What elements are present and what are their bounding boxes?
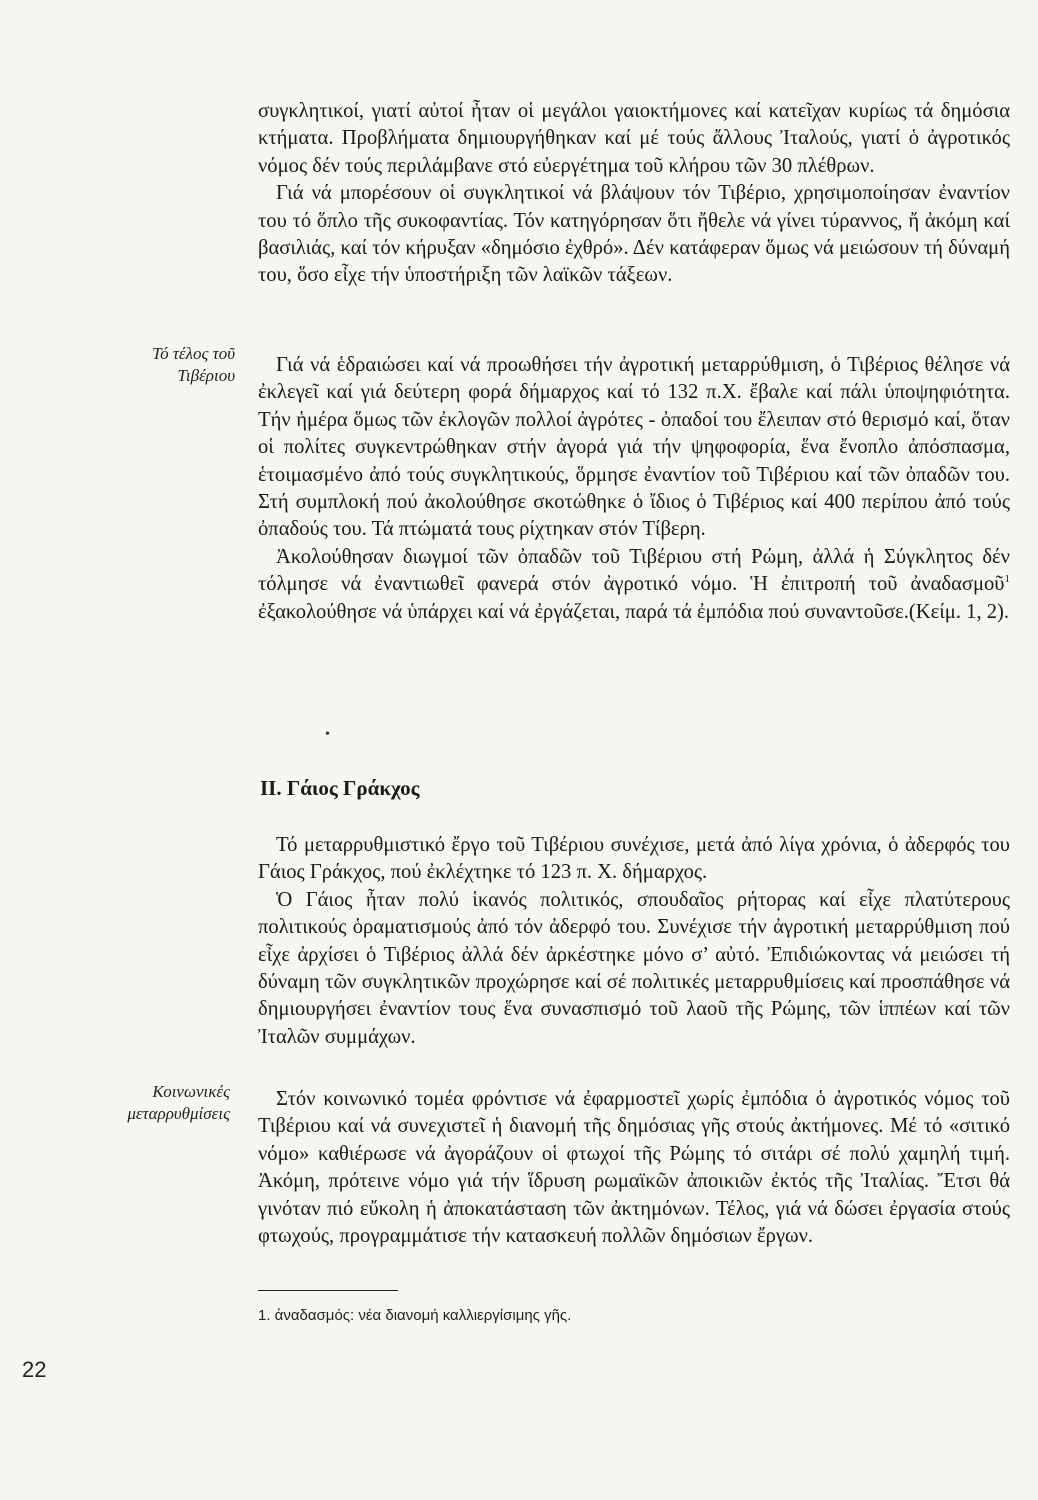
- section-end-of-tiberius: [258, 352, 1010, 626]
- footnote: 1. ἀναδασμός: νέα διανομή καλλιεργίσιμης γῆς.: [258, 1307, 572, 1324]
- margin-note-end-of-tiberius: Τό τέλος τοῦ Τιβέριου: [152, 344, 235, 385]
- section-gaius: [258, 832, 1010, 1051]
- section-social-reforms: [258, 1086, 1010, 1250]
- paragraph-with-footnote: [258, 544, 1010, 626]
- section-continuation: [258, 98, 1010, 290]
- paragraph: Γιά νά μπορέσουν οἱ συγκλητικοί νά βλάψουν τόν Τιβέριο, χρησιμοποίησαν ἐναντίον του τό ὅπλο τῆς συκοφαντίας. Τόν κατηγόρησαν ὅτι ἤθελε νά γίνει τύραννος, ἤ ἀκόμη καί βασιλιάς, καί τόν κήρυξαν «δημόσιο ἐχθρό». Δέν κατάφεραν ὅμως νά μειώσουν τή δύναμή του, ὅσο εἶχε τήν ὑποστήριξη τῶν λαϊκῶν τάξεων.: [258, 182, 1010, 287]
- paragraph: Στόν κοινωνικό τομέα φρόντισε νά ἐφαρμοστεῖ χωρίς ἐμπόδια ὁ ἀγροτικός νόμος τοῦ Τιβέριου καί νά συνεχιστεῖ ἡ διανομή τῆς δημόσιας γῆς στούς ἀκτήμονες. Μέ τό «σιτικό νόμο» καθιέρωσε νά ἀγοράζουν οἱ φτωχοί τῆς Ρώμης τό σιτάρι σέ πολύ χαμηλή τιμή. Ἀκόμη, πρότεινε νόμο γιά τήν ἵδρυση ρωμαϊκῶν ἀποικιῶν ἐκτός τῆς Ἰταλίας. Ἔτσι θά γινόταν πιό εὔκολη ἡ ἀποκατάσταση τῶν ἀκτημόνων. Τέλος, γιά νά δώσει ἐργασία στούς φτωχούς, προγραμμάτισε τήν κατασκευή πολλῶν δημόσιων ἔργων.: [258, 1088, 1010, 1248]
- stray-mark: •: [325, 727, 330, 742]
- footnote-marker: 1: [1004, 573, 1010, 586]
- page-number: 22: [22, 1357, 47, 1382]
- paragraph: συγκλητικοί, γιατί αὐτοί ἦταν οἱ μεγάλοι γαιοκτήμονες καί κατεῖχαν κυρίως τά δημόσια κτήματα. Προβλήματα δημιουργήθηκαν καί μέ τούς ἄλλους Ἰταλούς, γιατί ὁ ἀγροτικός νόμος δέν τούς περιλάμβανε στό εὐεργέτημα τοῦ κλήρου τῶν 30 πλέθρων.: [258, 100, 1010, 177]
- paragraph: Ὁ Γάιος ἦταν πολύ ἱκανός πολιτικός, σπουδαῖος ρήτορας καί εἶχε πλατύτερους πολιτικούς ὁραματισμούς ἀπό τόν ἀδερφό του. Συνέχισε τήν ἀγροτική μεταρρύθμιση πού εἶχε ἀρχίσει ὁ Τιβέριος ἀλλά δέν ἀρκέστηκε μόνο σ’ αὐτό. Ἐπιδιώκοντας νά μειώσει τή δύναμη τῶν συγκλητικῶν προχώρησε καί σέ πολιτικές μεταρρυθμίσεις καί προσπάθησε νά δημιουργήσει ἐναντίον τους ἕνα συνασπισμό τοῦ λαοῦ τῆς Ρώμης, τῶν ἱππέων καί τῶν Ἰταλῶν συμμάχων.: [258, 888, 1010, 1048]
- paragraph-text: Ἀκολούθησαν διωγμοί τῶν ὀπαδῶν τοῦ Τιβέριου στή Ρώμη, ἀλλά ἡ Σύγκλητος δέν τόλμησε νά ἐναντιωθεῖ φανερά στόν ἀγροτικό νόμο. Ἡ ἐπιτροπή τοῦ ἀναδασμοῦ: [258, 545, 1010, 596]
- margin-note-social-reforms: Κοινωνικές μεταρρυθμίσεις: [127, 1082, 230, 1123]
- section-heading: ΙΙ. Γάιος Γράκχος: [260, 776, 420, 800]
- paragraph: Τό μεταρρυθμιστικό ἔργο τοῦ Τιβέριου συνέχισε, μετά ἀπό λίγα χρόνια, ὁ ἀδερφός του Γάιος Γράκχος, πού ἐκλέχτηκε τό 123 π. Χ. δήμαρχος.: [258, 834, 1010, 884]
- footnote-divider: [258, 1290, 398, 1291]
- paragraph-text: ἐξακολούθησε νά ὑπάρχει καί νά ἐργάζεται, παρά τά ἐμπόδια πού συναντοῦσε.(Κείμ. 1, 2).: [258, 600, 1010, 623]
- paragraph: Γιά νά ἑδραιώσει καί νά προωθήσει τήν ἀγροτική μεταρρύθμιση, ὁ Τιβέριος θέλησε νά ἐκλεγεῖ καί γιά δεύτερη φορά δήμαρχος καί τό 132 π.Χ. ἔβαλε καί πάλι ὑποψηφιότητα. Τήν ἡμέρα ὅμως τῶν ἐκλογῶν πολλοί ἀγρότες - ὀπαδοί του ἔλειπαν στό θερισμό καί, ὅταν οἱ πολίτες συγκεντρώθηκαν στήν ἀγορά γιά τήν ψηφοφορία, ἕνα ἔνοπλο ἀπόσπασμα, ἑτοιμασμένο ἀπό τούς συγκλητικούς, ὅρμησε ἐναντίον τοῦ Τιβέριου καί τῶν ὀπαδῶν του. Στή συμπλοκή πού ἀκολούθησε σκοτώθηκε ὁ ἴδιος ὁ Τιβέριος καί 400 περίπου ἀπό τούς ὀπαδούς του. Τά πτώματά τους ρίχτηκαν στόν Τίβερη.: [258, 354, 1010, 541]
